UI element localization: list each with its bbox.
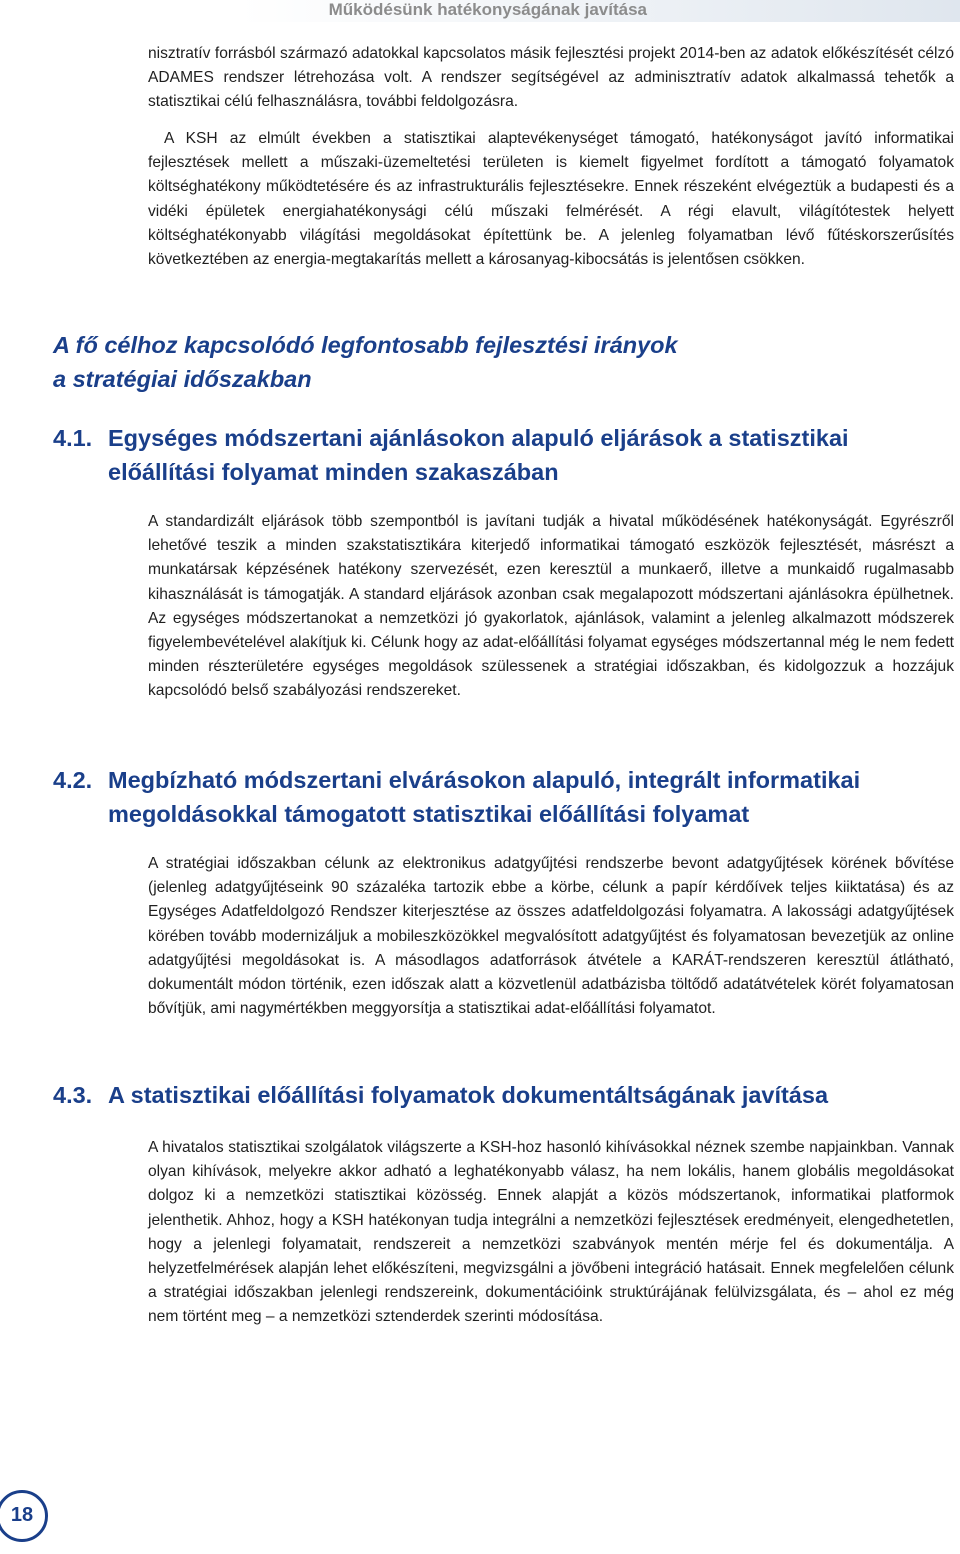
section-4-2-title-line-1: Megbízható módszertani elvárásokon alapuló, integrált informatikai <box>108 767 861 793</box>
running-header-title: Működésünk hatékonyságának javítása <box>328 0 647 19</box>
section-4-1-heading <box>53 421 933 489</box>
main-heading-line-1: A fő célhoz kapcsolódó legfontosabb fejlesztési irányok <box>53 332 678 358</box>
page-number: 18 <box>10 1504 34 1526</box>
section-4-2-title-line-2: megoldásokkal támogatott statisztikai előállítási folyamat <box>108 801 750 827</box>
main-heading-line-2: a stratégiai időszakban <box>53 366 312 392</box>
section-4-3-heading <box>53 1078 933 1112</box>
section-4-2-number: 4.2. <box>53 767 93 793</box>
section-4-3-number: 4.3. <box>53 1082 93 1108</box>
page-number-badge <box>0 1490 48 1542</box>
running-header <box>0 0 960 22</box>
section-4-3-body: A hivatalos statisztikai szolgálatok világszerte a KSH-hoz hasonló kihívásokkal néznek szembe napjainkban. Vannak olyan kihívások, melyekre akkor adható a leghatékonyabb válasz, ha nem lokális, hanem globális megoldásokat dolgoz ki a nemzetközi statisztikai közösség. Ennek alapját a közös módszertanok, informatikai platformok jelenthetik. Ahhoz, hogy a KSH hatékonyan tudja integrálni a nemzetközi fejlesztések eredményeit, elengedhetetlen, hogy a jelenlegi folyamatait, rendszereit a nemzetközi szabványok mentén mérje fel és dokumentálja. A helyzetfelmérések alapján lehet előkészíteni, megvizsgálni a jövőbeni integráció hatásait. Ennek megfelelően célunk a stratégiai időszakban jelenlegi rendszereink, dokumentációink struktúrájának felülvizsgálata, és – ahol ez még nem történt meg – a nemzetközi sztenderdek szerinti módosítása. <box>148 1139 954 1326</box>
section-4-2-body: A stratégiai időszakban célunk az elektronikus adatgyűjtési rendszerbe bevont adatgyűjtések körének bővítése (jelenleg adatgyűjtéseink 90 százaléka tartozik ebbe a körbe, célunk a papír kérdőívek teljes kiiktatása) és az Egységes Adatfeldolgozó Rendszer kiterjesztése az összes adatfeldolgozási folyamatra. A lakossági adatgyűjtések körében tovább modernizáljuk a mobileszközökkel megvalósított adatgyűjtést és folyamatosan bevezetjük az online adatgyűjtési megoldásokat is. A másodlagos adatforrások átvétele a KARÁT-rendszeren keresztül átlátható, dokumentált módon történik, ezen időszak alatt a közvetlenül adatbázisba töltődő adatátvételek körét folyamatosan bővítjük, ami nagymértékben meggyorsítja a statisztikai adat-előállítási folyamatot. <box>148 855 954 1018</box>
section-4-1-number: 4.1. <box>53 425 93 451</box>
section-4-1-title-line-1: Egységes módszertani ajánlásokon alapuló eljárások a statisztikai <box>108 425 849 451</box>
intro-paragraph-1: nisztratív forrásból származó adatokkal kapcsolatos másik fejlesztési projekt 2014-ben az adatok előkészítését célzó ADAMES rendszer létrehozása volt. A rendszer segítségével az adminisztratív adatok alkalmassá tehetők a statisztikai célú felhasználásra, további feldolgozásra. <box>148 45 954 111</box>
section-4-1-body: A standardizált eljárások több szempontból is javítani tudják a hivatal működésének hatékonyságát. Egyrészről lehetővé teszik a minden szakstatisztikára kiterjedő informatikai támogató eszközök fejlesztését, másrészt a munkatársak képzésének hatékony szervezését, ezen keresztül a munkaerő, illetve a munkaidő rugalmasabb kihasználását is támogatják. A standard eljárások azonban csak megalapozott módszertani ajánlásokra épülhetnek. Az egységes módszertanokat a nemzetközi jó gyakorlatok, ajánlások, valamint a jelenleg alkalmazott módszerek figyelembevételével alakítjuk ki. Célunk hogy az adat-előállítási folyamat egységes módszertannal még le nem fedett minden részterületére egységes megoldások szülessenek a stratégiai időszakban, és kidolgozzuk a hozzájuk kapcsolódó belső szabályozási rendszereket. <box>148 513 954 700</box>
section-4-3-title-line-1: A statisztikai előállítási folyamatok dokumentáltságának javítása <box>108 1082 829 1108</box>
intro-paragraph-2: A KSH az elmúlt években a statisztikai alaptevékenységet támogató, hatékonyságot javító informatikai fejlesztések mellett a műszaki-üzemeltetési területen is kiemelt figyelmet fordított a támogató folyamatok költséghatékony működtetésére és az infrastrukturális fejlesztésekre. Ennek részeként elvégeztük a budapesti és a vidéki épületek energiahatékonysági célú műszaki felmérését. A régi elavult, világítótestek helyett költséghatékonyabb világítási megoldásokat építettünk be. A jelenleg folyamatban lévő fűtéskorszerűsítés következtében az energia-megtakarítás mellett a károsanyag-kibocsátás is jelentősen csökken. <box>148 130 954 269</box>
main-heading <box>53 328 913 396</box>
section-4-2-heading <box>53 763 933 831</box>
section-4-1-title-line-2: előállítási folyamat minden szakaszában <box>108 459 559 485</box>
